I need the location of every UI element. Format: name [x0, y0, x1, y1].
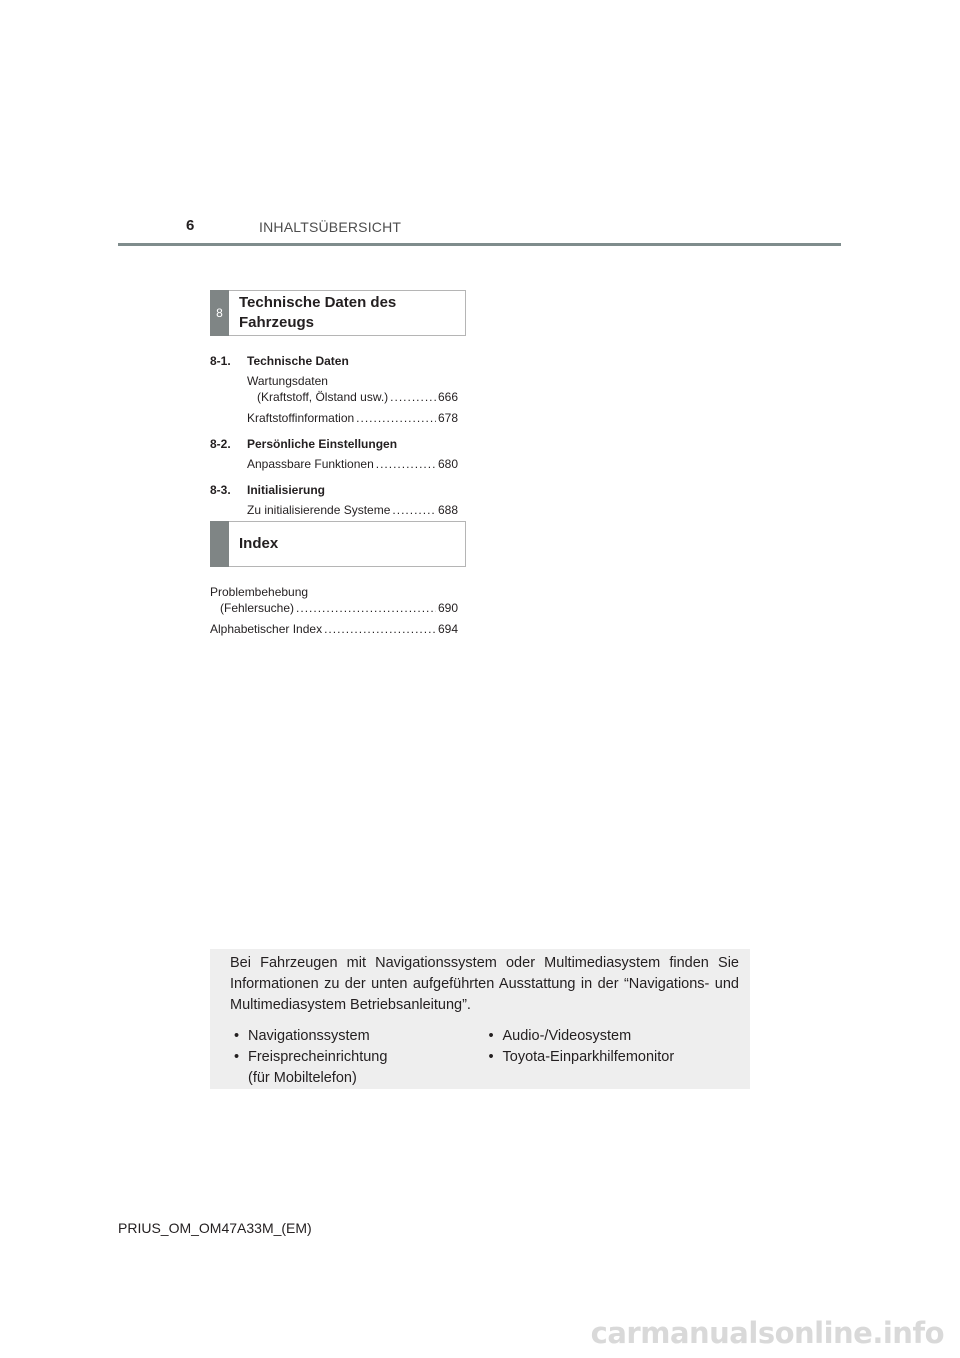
leader-dots	[376, 456, 436, 472]
header-rule	[118, 243, 841, 246]
toc-entry-page: 678	[437, 411, 458, 425]
info-list-right	[485, 1026, 740, 1089]
list-item-text: Navigationssystem	[248, 1028, 370, 1044]
list-item	[485, 1026, 740, 1047]
chapter-tab: 8	[210, 290, 229, 336]
info-text: Bei Fahrzeugen mit Navigationssystem oder Multimediasystem finden Sie Informationen zu der unten aufgeführten Ausstattung in der “Navigations- und Multimediasystem Betriebsanleitung”.	[230, 955, 739, 1013]
footer-document-code: PRIUS_OM_OM47A33M_(EM)	[118, 1220, 312, 1236]
index-toc	[210, 584, 458, 642]
section-heading	[210, 436, 458, 452]
list-item	[230, 1047, 485, 1068]
chapter-8-heading	[210, 290, 466, 336]
toc-entry-alphabetischer-index[interactable]	[210, 621, 458, 637]
toc-entry-label: Wartungsdaten	[247, 374, 328, 388]
leader-dots	[296, 600, 436, 616]
section-number: 8-3.	[210, 483, 231, 497]
bullet-icon: •	[234, 1028, 240, 1044]
chapter-title-line2: Fahrzeugs	[239, 314, 315, 331]
bullet-icon: •	[488, 1049, 494, 1065]
section-number: 8-1.	[210, 354, 231, 368]
leader-dots	[390, 389, 436, 405]
chapter-title-line1: Technische Daten des	[239, 294, 397, 311]
chapter-8-toc	[210, 353, 458, 523]
index-title: Index	[239, 535, 279, 552]
section-title: Persönliche Einstellungen	[247, 437, 398, 451]
toc-entry-page: 694	[437, 622, 458, 636]
list-item-text: Audio-/Videosystem	[502, 1028, 632, 1044]
section-heading	[210, 353, 458, 369]
section-heading	[210, 482, 458, 498]
leader-dots	[324, 621, 436, 637]
list-item-subtext: (für Mobiltelefon)	[248, 1070, 357, 1086]
page-header-title: INHALTSÜBERSICHT	[259, 219, 402, 235]
bullet-icon: •	[234, 1049, 240, 1065]
toc-entry-sublabel: (Fehlersuche)	[220, 601, 295, 615]
toc-entry-wartungsdaten[interactable]	[247, 373, 458, 405]
page-number: 6	[186, 217, 195, 234]
toc-entry-page: 666	[437, 390, 458, 404]
toc-entry-label: Zu initialisierende Systeme	[247, 503, 391, 517]
watermark-logo: carmanualsonline.info	[590, 1316, 944, 1350]
toc-entry-page: 690	[437, 601, 458, 615]
index-heading	[210, 521, 466, 567]
section-title: Technische Daten	[247, 354, 349, 368]
toc-entry-label: Problembehebung	[210, 585, 309, 599]
bullet-icon: •	[488, 1028, 494, 1044]
toc-entry-page: 680	[437, 457, 458, 471]
list-item-text: Freisprecheinrichtung	[248, 1049, 388, 1065]
toc-entry-problembehebung[interactable]	[210, 584, 458, 616]
chapter-title	[239, 293, 396, 333]
toc-entry-kraftstoffinformation[interactable]	[247, 410, 458, 426]
toc-entry-label: Alphabetischer Index	[210, 622, 323, 636]
toc-entry-page: 688	[437, 503, 458, 517]
list-item	[485, 1047, 740, 1068]
chapter-tab	[210, 521, 229, 567]
toc-entry-label: Anpassbare Funktionen	[247, 457, 374, 471]
toc-entry-anpassbare-funktionen[interactable]	[247, 456, 458, 472]
list-item-text: Toyota-Einparkhilfemonitor	[502, 1049, 675, 1065]
info-list-left	[230, 1026, 485, 1089]
toc-entry-sublabel: (Kraftstoff, Ölstand usw.)	[257, 390, 389, 404]
list-item	[230, 1026, 485, 1047]
section-number: 8-2.	[210, 437, 231, 451]
leader-dots	[356, 410, 436, 426]
leader-dots	[392, 502, 436, 518]
info-box	[210, 949, 750, 1089]
toc-entry-label: Kraftstoffinformation	[247, 411, 355, 425]
section-title: Initialisierung	[247, 483, 326, 497]
info-list	[230, 1026, 739, 1089]
toc-entry-initialisierende-systeme[interactable]	[247, 502, 458, 518]
